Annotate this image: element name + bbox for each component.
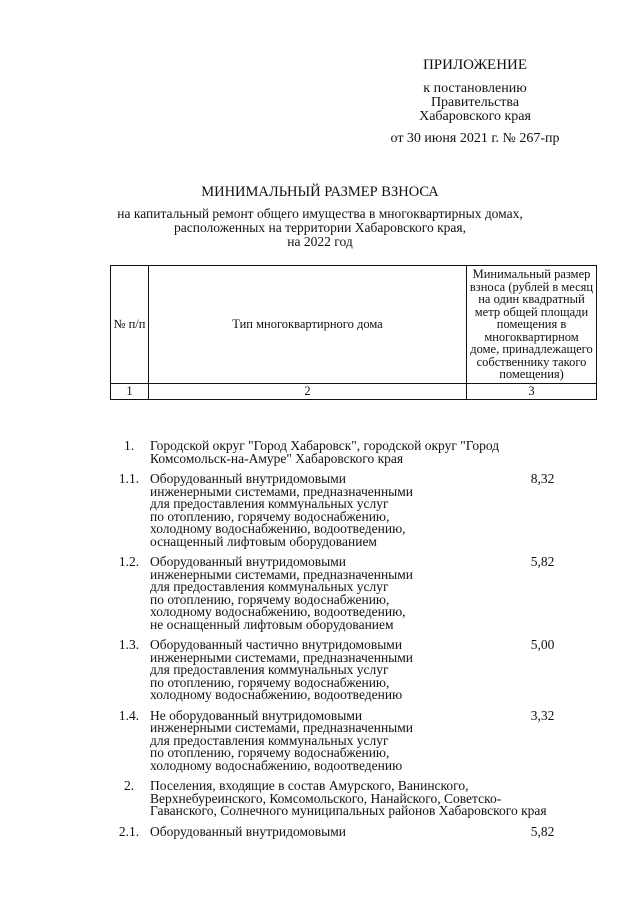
header-row	[111, 266, 597, 384]
row-description-line: по отоплению, горячему водоснабжению,	[150, 591, 390, 607]
table-row	[110, 639, 610, 702]
row-description	[148, 473, 485, 548]
header-fee: Минимальный размер взноса (рублей в месяц на один квадратный метр общей площади помещения в многоквартирном доме, принадлежащего собственнику такого помещения)	[467, 266, 597, 384]
row-description-line: Оборудованный внутридомовыми	[150, 823, 347, 839]
row-description-line: оснащенный лифтовым оборудованием	[150, 533, 377, 549]
row-description-line: инженерными системами, предназначенными	[150, 566, 414, 582]
group-row	[110, 780, 610, 818]
row-description-line: для предоставления коммунальных услуг	[150, 579, 389, 594]
row-fee-value: 8,32	[530, 471, 555, 486]
row-description-line: Не оборудованный внутридомовыми	[150, 707, 363, 723]
appendix-block	[360, 58, 590, 146]
column-number-3: 3	[467, 383, 597, 399]
column-number-2: 2	[149, 383, 467, 399]
row-fee-value: 5,82	[530, 823, 555, 839]
row-description	[148, 639, 485, 702]
row-description-line: Оборудованный частично внутридомовыми	[150, 637, 403, 652]
row-fee-value: 3,32	[530, 707, 555, 723]
row-fee-value: 5,82	[530, 554, 555, 569]
row-description-line: инженерными системами, предназначенными	[150, 649, 414, 665]
table-row	[110, 823, 610, 839]
row-description-line: Комсомольск-на-Амуре" Хабаровского края	[150, 450, 404, 466]
appendix-label: ПРИЛОЖЕНИЕ	[422, 57, 528, 73]
row-description-line: холодному водоснабжению, водоотведению,	[150, 604, 406, 619]
row-description-line: по отоплению, горячему водоснабжению,	[150, 508, 390, 524]
row-number: 1.	[123, 438, 135, 453]
row-number: 1.3.	[118, 637, 140, 652]
appendix-line-3: Хабаровского края	[419, 109, 531, 124]
column-number-1: 1	[111, 383, 149, 399]
row-description	[148, 823, 485, 839]
table-row	[110, 707, 610, 773]
row-description-line: по отоплению, горячему водоснабжению,	[150, 674, 390, 690]
appendix-line-1: к постановлению	[423, 81, 527, 96]
appendix-date: от 30 июня 2021 г. № 267-пр	[390, 131, 560, 146]
row-description-line: Верхнебуреинского, Комсомольского, Нанайского, Советско-	[150, 790, 502, 806]
row-description-line: холодному водоснабжению, водоотведению	[150, 687, 403, 702]
row-number: 1.4.	[118, 707, 140, 723]
main-title: МИНИМАЛЬНЫЙ РАЗМЕР ВЗНОСА	[201, 184, 439, 200]
row-description	[148, 556, 485, 631]
header-num: № п/п	[111, 266, 149, 384]
subtitle-line-3: на 2022 год	[287, 234, 353, 249]
row-number: 1.1.	[118, 471, 140, 486]
row-description-line: холодному водоснабжению, водоотведению,	[150, 521, 406, 536]
subtitle-line-2: расположенных на территории Хабаровского края,	[174, 220, 466, 235]
row-description-line: инженерными системами, предназначенными	[150, 720, 414, 735]
appendix-line-2: Правительства	[430, 95, 520, 110]
row-description-line: холодному водоснабжению, водоотведению	[150, 757, 403, 773]
row-description-line: Гаванского, Солнечного муниципальных районов Хабаровского края	[150, 803, 547, 818]
row-description-line: Оборудованный внутридомовыми	[150, 554, 347, 569]
row-description-line: не оснащенный лифтовым оборудованием	[150, 616, 394, 632]
row-description-line: для предоставления коммунальных услуг	[150, 662, 389, 677]
row-description-line: для предоставления коммунальных услуг	[150, 732, 389, 748]
group-row	[110, 440, 610, 465]
row-number: 2.1.	[118, 823, 140, 839]
fee-table-body	[110, 440, 610, 838]
fee-table-header	[110, 265, 597, 400]
row-description-line: Поселения, входящие в состав Амурского, Ванинского,	[150, 778, 469, 793]
table-row	[110, 556, 610, 631]
column-number-row	[111, 383, 597, 399]
row-description-line: инженерными системами, предназначенными	[150, 483, 414, 499]
row-description-line: по отоплению, горячему водоснабжению,	[150, 745, 390, 760]
row-description	[148, 780, 610, 818]
row-description	[148, 440, 610, 465]
table-row	[110, 473, 610, 548]
row-number: 1.2.	[118, 554, 140, 569]
row-number: 2.	[123, 778, 135, 793]
row-fee-value: 5,00	[530, 637, 555, 652]
header-type: Тип многоквартирного дома	[149, 266, 467, 384]
row-description-line: для предоставления коммунальных услуг	[150, 496, 389, 511]
document-title	[90, 185, 550, 249]
row-description-line: Городской округ "Город Хабаровск", городской округ "Город	[150, 438, 500, 453]
row-description	[148, 707, 485, 773]
subtitle-line-1: на капитальный ремонт общего имущества в многоквартирных домах,	[117, 206, 523, 221]
row-description-line: Оборудованный внутридомовыми	[150, 471, 347, 486]
